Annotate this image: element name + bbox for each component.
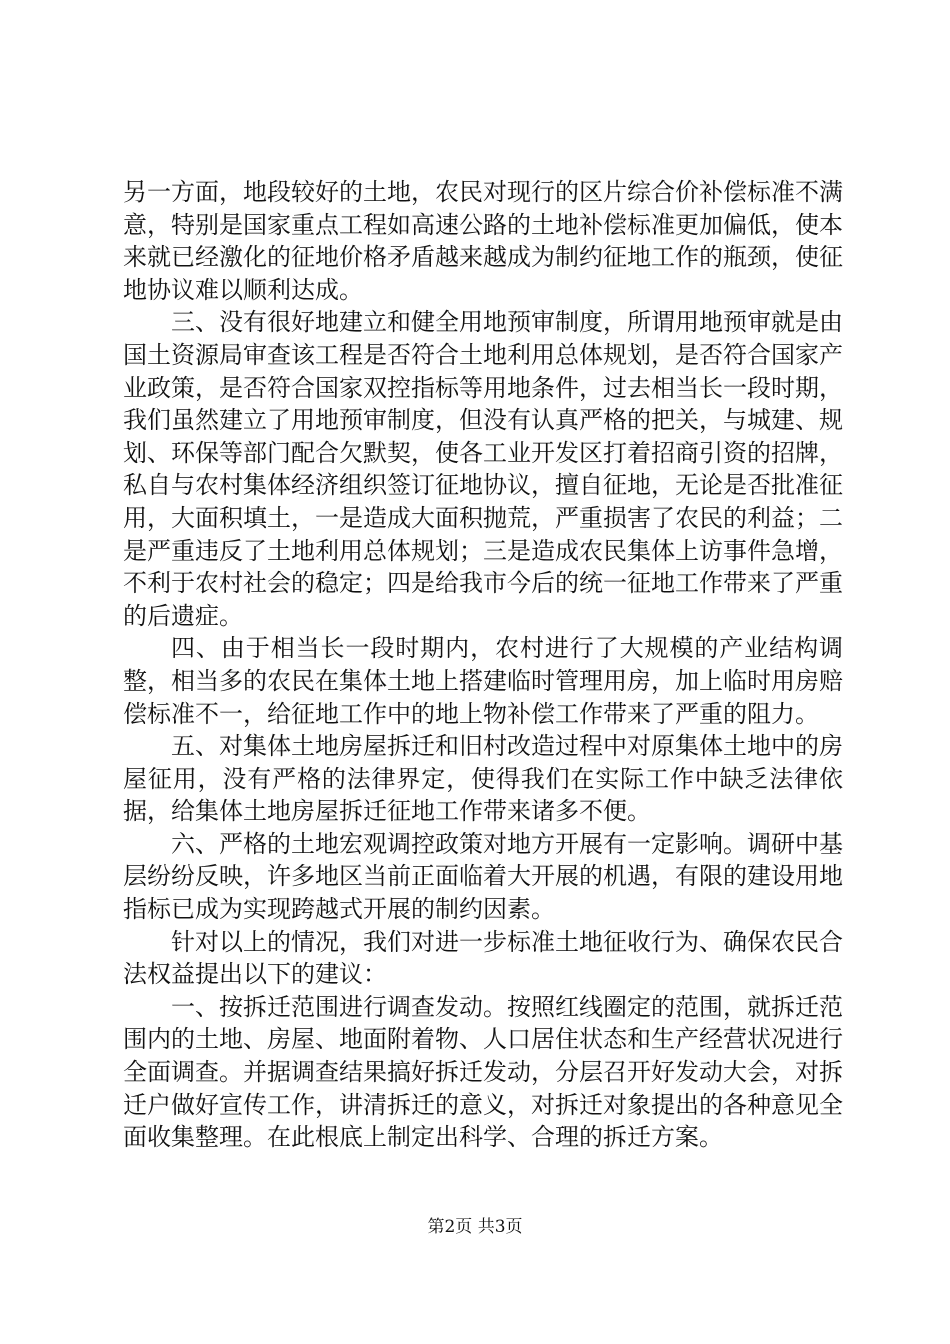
paragraph-point-three: 三、没有很好地建立和健全用地预审制度，所谓用地预审就是由国土资源局审查该工程是否符合土地利用总体规划，是否符合国家产业政策，是否符合国家双控指标等用地条件，过去相当长一段时期，我们虽然建立了用地预审制度，但没有认真严格的把关，与城建、规划、环保等部门配合欠默契，使各工业开发区打着招商引资的招牌，私自与农村集体经济组织签订征地协议，擅自征地，无论是否批准征用，大面积填土，一是造成大面积抛荒，严重损害了农民的利益；二是严重违反了土地利用总体规划；三是造成农民集体上访事件急增，不利于农村社会的稳定；四是给我市今后的统一征地工作带来了严重的后遗症。	[123, 308, 843, 630]
paragraph-suggestions-intro: 针对以上的情况，我们对进一步标准土地征收行为、确保农民合法权益提出以下的建议：	[123, 927, 843, 989]
document-body	[123, 176, 843, 1154]
paragraph-point-five: 五、对集体土地房屋拆迁和旧村改造过程中对原集体土地中的房屋征用，没有严格的法律界定，使得我们在实际工作中缺乏法律依据，给集体土地房屋拆迁征地工作带来诸多不便。	[123, 732, 843, 826]
page-number-footer: 第2页 共3页	[427, 1217, 523, 1237]
paragraph-continuation: 另一方面，地段较好的土地，农民对现行的区片综合价补偿标准不满意，特别是国家重点工程如高速公路的土地补偿标准更加偏低，使本来就已经激化的征地价格矛盾越来越成为制约征地工作的瓶颈，使征地协议难以顺利达成。	[123, 178, 843, 304]
paragraph-point-six: 六、严格的土地宏观调控政策对地方开展有一定影响。调研中基层纷纷反映，许多地区当前正面临着大开展的机遇，有限的建设用地指标已成为实现跨越式开展的制约因素。	[123, 829, 843, 924]
paragraph-point-four: 四、由于相当长一段时期内，农村进行了大规模的产业结构调整，相当多的农民在集体土地上搭建临时管理用房，加上临时用房赔偿标准不一，给征地工作中的地上物补偿工作带来了严重的阻力。	[123, 634, 843, 728]
paragraph-suggestion-one: 一、按拆迁范围进行调查发动。按照红线圈定的范围，就拆迁范围内的土地、房屋、地面附着物、人口居住状态和生产经营状况进行全面调查。并据调查结果搞好拆迁发动，分层召开好发动大会，对拆迁户做好宣传工作，讲清拆迁的意义，对拆迁对象提出的各种意见全面收集整理。在此根底上制定出科学、合理的拆迁方案。	[123, 992, 843, 1152]
